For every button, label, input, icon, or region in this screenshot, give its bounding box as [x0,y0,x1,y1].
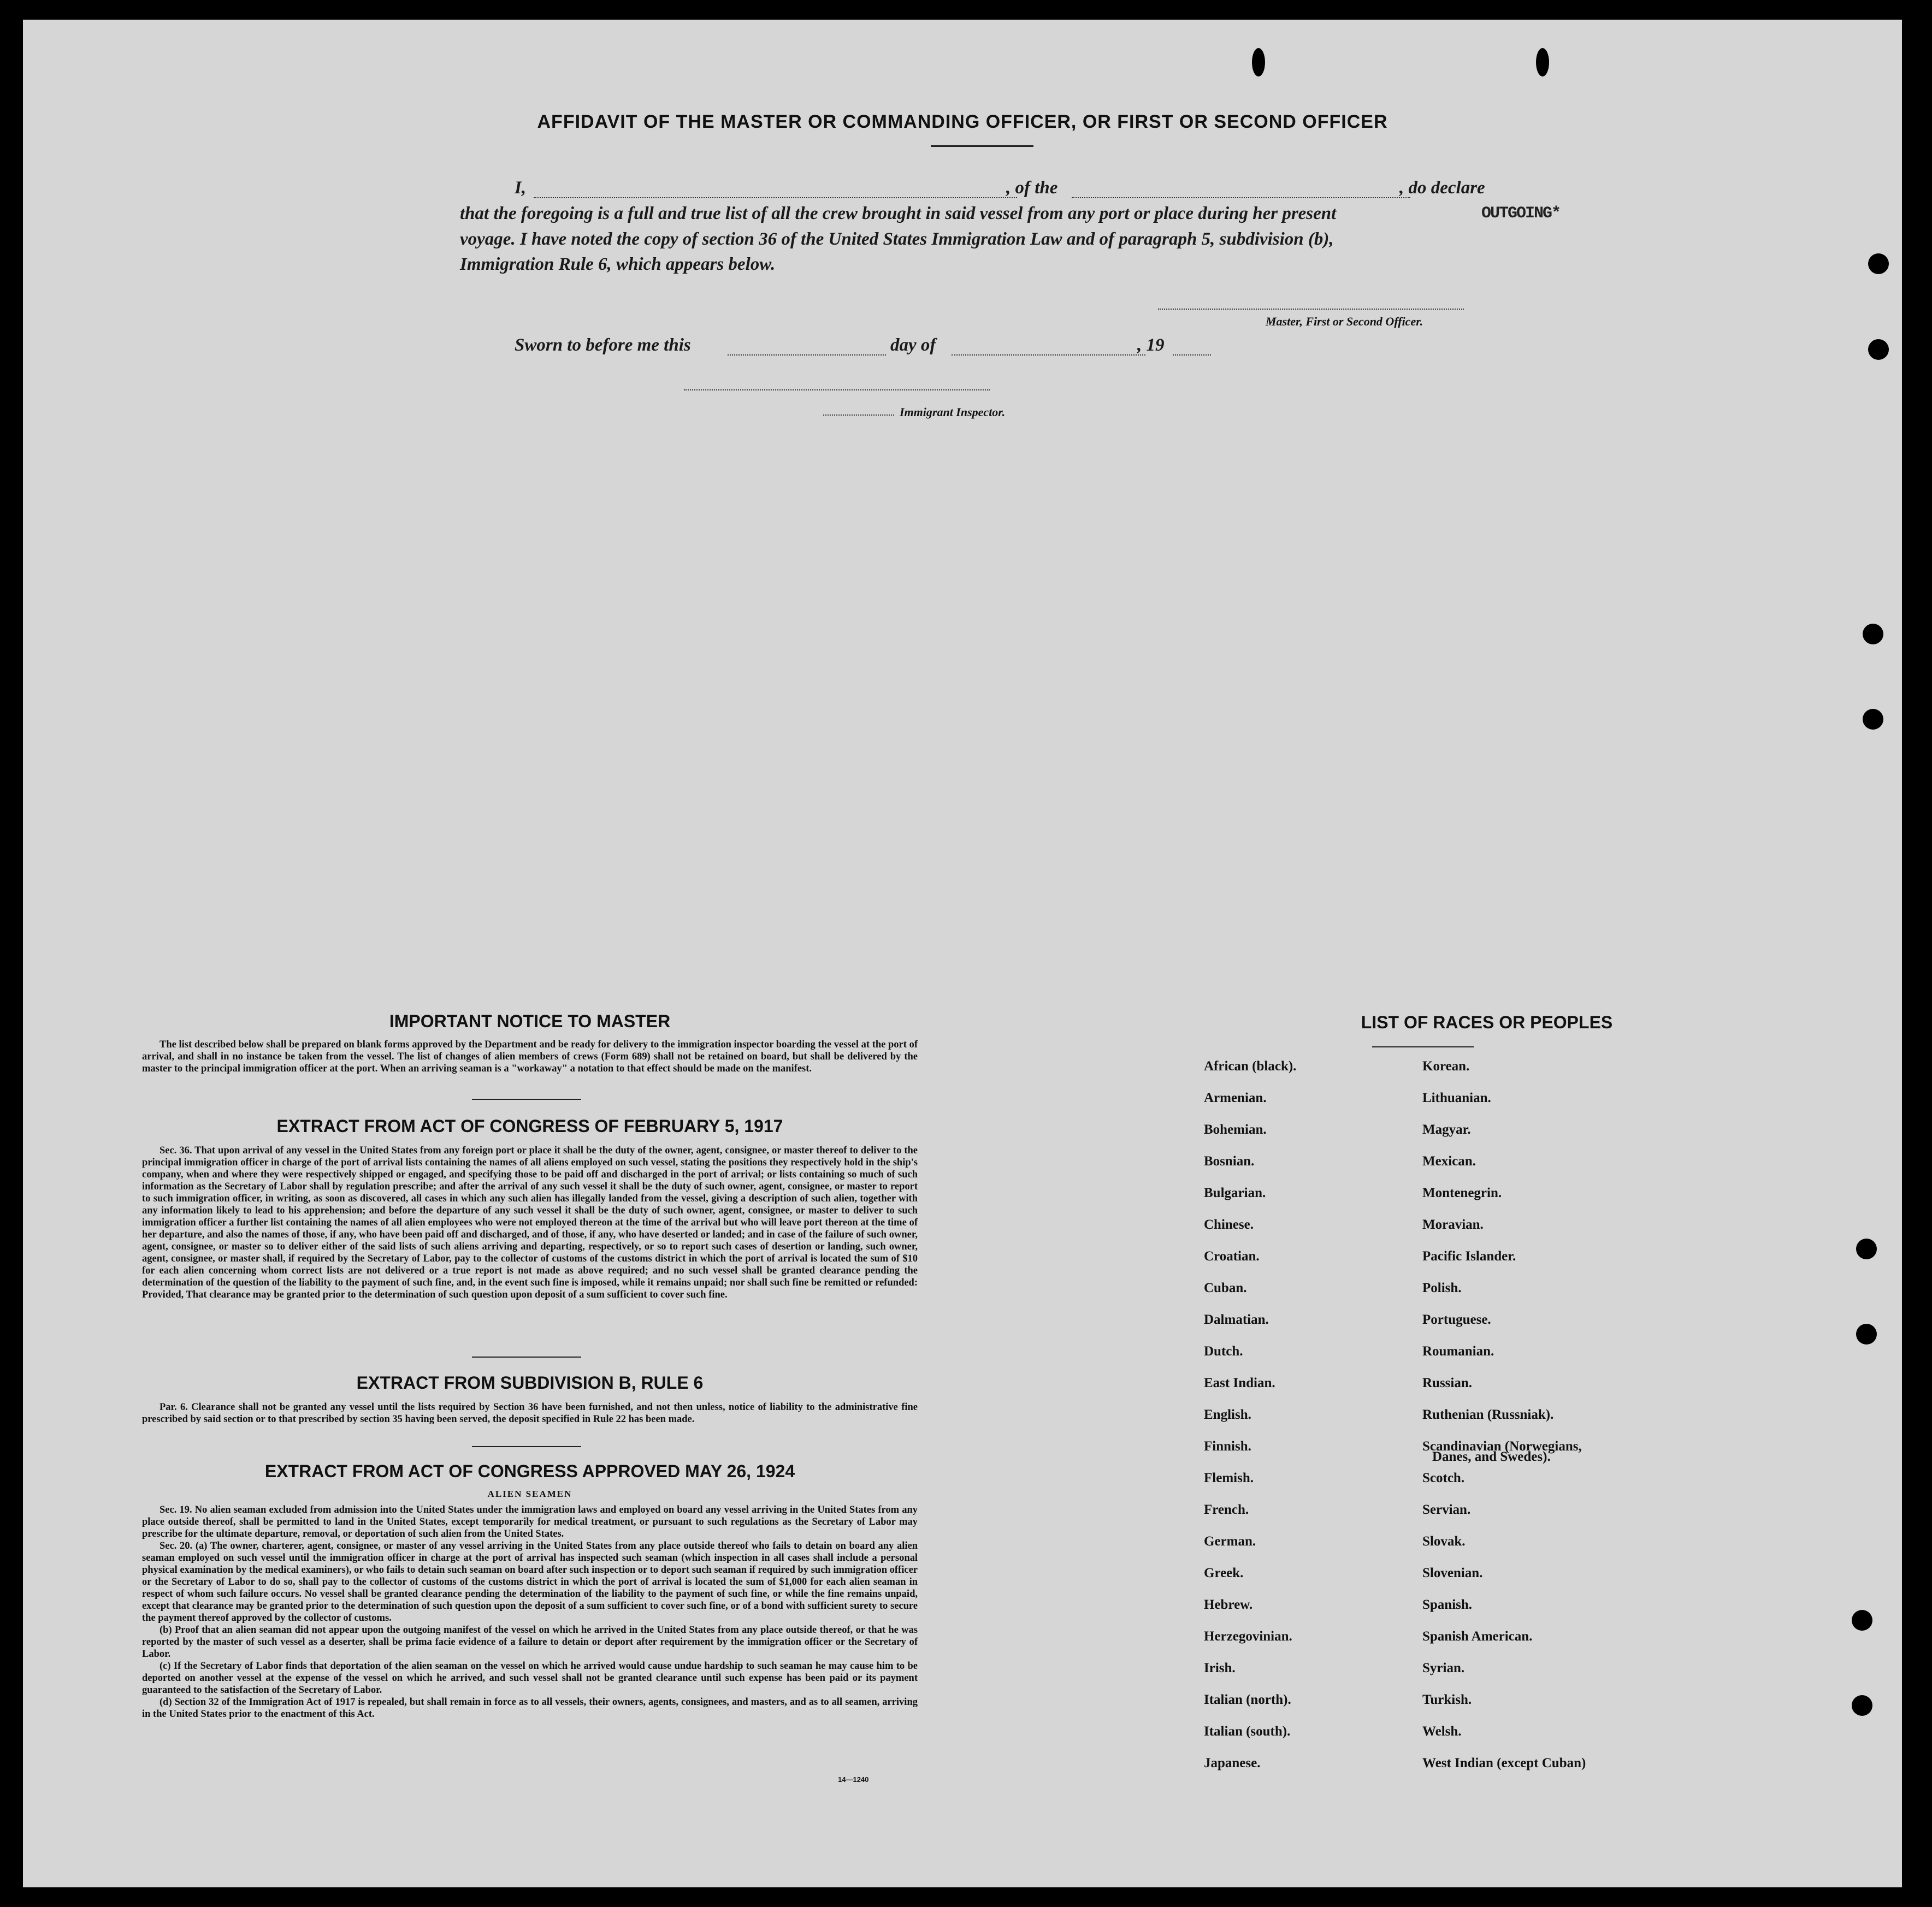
races-underline [1372,1046,1474,1047]
race-item: Turkish. [1422,1692,1472,1707]
binding-mark [1536,48,1549,76]
year-prefix: , 19 [1137,335,1165,355]
race-item: Bulgarian. [1204,1186,1266,1200]
race-item: Italian (north). [1204,1692,1291,1707]
sworn-year-blank[interactable] [1173,354,1211,356]
race-item: Croatian. [1204,1249,1260,1264]
race-item: Bosnian. [1204,1154,1255,1169]
vessel-blank[interactable] [1072,197,1410,198]
affidavit-of-the: , of the [1006,178,1058,198]
race-item: Moravian. [1422,1217,1484,1232]
punch-hole [1852,1610,1872,1631]
race-item: Roumanian. [1422,1344,1494,1359]
race-item-continued: Danes, and Swedes). [1432,1449,1551,1464]
affidavit-line2: that the foregoing is a full and true list of all the crew brought in said vessel from any port or place during her present [460,204,1337,223]
race-item: Polish. [1422,1281,1462,1295]
form-code: 14—1240 [838,1775,869,1784]
extract-1924-text [142,1504,918,1720]
inspector-caption: Immigrant Inspector. [900,405,1006,419]
alien-seamen-subtitle: ALIEN SEAMEN [487,1489,572,1499]
extract-1917-title: EXTRACT FROM ACT OF CONGRESS OF FEBRUARY 5, 1917 [276,1116,783,1136]
rule6-divider [472,1446,581,1447]
race-item: Irish. [1204,1661,1236,1675]
race-item: French. [1204,1502,1249,1517]
binding-mark [1252,48,1265,76]
race-item: African (black). [1204,1059,1297,1074]
sworn-month-blank[interactable] [952,354,1145,356]
punch-hole [1863,709,1883,730]
race-item: Italian (south). [1204,1724,1291,1739]
race-item: Japanese. [1204,1756,1261,1770]
notice-title: IMPORTANT NOTICE TO MASTER [389,1011,671,1031]
notice-paragraph: The list described below shall be prepared on blank forms approved by the Department and be ready for delivery to the immigration inspector boarding the vessel at the port of arrival, and shall in no instance be taken from the vessel. The list of changes of alien members of crews (Form 689) shall not be retained on board, but shall be delivered by the master to the principal immigration officer at the port. When an arriving seaman is a "workaway" a notation to that effect should be made on the manifest. [142,1039,918,1074]
rule6-text [142,1401,918,1425]
day-of-label: day of [890,335,936,355]
punch-hole [1852,1695,1872,1716]
title-underline [931,145,1033,147]
affidavit-declare: , do declare [1399,178,1485,198]
race-item: Magyar. [1422,1122,1471,1137]
race-item: Herzegovinian. [1204,1629,1292,1644]
punch-hole [1856,1239,1877,1259]
notice-divider [472,1099,581,1100]
extract-1917-divider [472,1357,581,1358]
races-title: LIST OF RACES OR PEOPLES [1361,1012,1613,1032]
affidavit-i: I, [515,178,527,198]
sec19-paragraph: Sec. 19. No alien seaman excluded from admission into the United States under the immigration laws and employed on board any vessel arriving in the United States from any place outside thereof, shall be permitted to land in the United States, except temporarily for medical treatment, or pursuant to such regulations as the Secretary of Labor may prescribe for the ultimate departure, removal, or deportation of such alien from the United States. [142,1505,918,1539]
race-item: Spanish American. [1422,1629,1533,1644]
race-item: Scotch. [1422,1471,1465,1485]
inspector-signature-line[interactable] [684,389,990,390]
race-item: Greek. [1204,1566,1244,1580]
extract-1917-text [142,1145,918,1301]
race-item: Montenegrin. [1422,1186,1502,1200]
stamp-text: OUTGOING* [1481,204,1561,223]
sec20c-paragraph: (c) If the Secretary of Labor finds that deportation of the alien seaman on the vessel on which he arrived would cause undue hardship to such seaman he may cause him to be deported on another vessel at the expense of the vessel on which he arrived, and such vessel shall not be granted clearance until such expense has been paid or its payment guaranteed to the satisfaction of the Secretary of Labor. [142,1661,918,1696]
race-item: German. [1204,1534,1256,1549]
master-signature-line[interactable] [1158,308,1464,310]
race-item: Russian. [1422,1376,1473,1390]
race-item: Welsh. [1422,1724,1462,1739]
notice-text [142,1039,918,1075]
master-caption: Master, First or Second Officer. [1266,315,1423,328]
affidavit-title: AFFIDAVIT OF THE MASTER OR COMMANDING OFFICER, OR FIRST OR SECOND OFFICER [537,111,1388,132]
race-item: Pacific Islander. [1422,1249,1516,1264]
punch-hole [1856,1324,1877,1345]
race-item: West Indian (except Cuban) [1422,1756,1586,1770]
par6-paragraph: Par. 6. Clearance shall not be granted any vessel until the lists required by Section 36 have been furnished, and not then unless, notice of liability to the administrative fine prescribed by said section or to that prescribed by section 35 having been served, the deposit specified in Rule 22 has been made. [142,1402,918,1425]
race-item: Chinese. [1204,1217,1254,1232]
inspector-short-line [823,414,894,416]
race-item: Syrian. [1422,1661,1465,1675]
punch-hole [1863,624,1883,644]
sworn-label: Sworn to before me this [515,335,691,355]
race-item: Ruthenian (Russniak). [1422,1407,1554,1422]
race-item: Dutch. [1204,1344,1243,1359]
sec20a-paragraph: Sec. 20. (a) The owner, charterer, agent, consignee, or master of any vessel arriving in the United States from any place outside thereof who fails to detain on board any alien seaman employed on such vessel until the immigration officer in charge at the port of arrival has inspected such seaman (which inspection in all cases shall include a personal physical examination by the medical examiners), or who fails to detain such seaman on board after such inspection or to deport such seaman if required by such immigration officer or the Secretary of Labor to do so, shall pay to the collector of customs of the customs district in which the port of arrival is located the sum of $1,000 for each alien seaman in respect of whom such failure occurs. No vessel shall be granted clearance pending the determination of the liability to the payment of such fine, or while the fine remains unpaid, except that clearance may be granted prior to the determination of such question upon the deposit of a sum sufficient to cover such fine, or of a bond with sufficient surety to secure the payment thereof approved by the collector of customs. [142,1541,918,1624]
race-item: Cuban. [1204,1281,1247,1295]
race-item: Servian. [1422,1502,1471,1517]
sec20d-paragraph: (d) Section 32 of the Immigration Act of 1917 is repealed, but shall remain in force as to all vessels, their owners, agents, consignees, and masters, and as to all seamen, arriving in the United States prior to the enactment of this Act. [142,1697,918,1720]
race-item: Bohemian. [1204,1122,1267,1137]
race-item: English. [1204,1407,1251,1422]
race-item: Lithuanian. [1422,1091,1491,1105]
affidavit-line4: Immigration Rule 6, which appears below. [460,254,776,274]
race-item: Dalmatian. [1204,1312,1269,1327]
punch-hole [1868,253,1889,274]
race-item: Portuguese. [1422,1312,1491,1327]
race-item: Flemish. [1204,1471,1254,1485]
punch-hole [1868,339,1889,360]
form-page [23,20,1902,1887]
race-item: Korean. [1422,1059,1470,1074]
name-blank[interactable] [534,197,1017,198]
race-item: Hebrew. [1204,1597,1253,1612]
sec20b-paragraph: (b) Proof that an alien seaman did not appear upon the outgoing manifest of the vessel on which he arrived in the United States from any place outside thereof, or that he was reported by the master of such vessel as a deserter, shall be prima facie evidence of a failure to detain or deport after requirement by the immigration officer or the Secretary of Labor. [142,1625,918,1660]
race-item: East Indian. [1204,1376,1275,1390]
race-item: Spanish. [1422,1597,1473,1612]
race-item: Slovak. [1422,1534,1466,1549]
race-item: Mexican. [1422,1154,1476,1169]
section-36-paragraph: Sec. 36. That upon arrival of any vessel in the United States from any foreign port or place it shall be the duty of the owner, agent, consignee, or master thereof to deliver to the principal immigration officer in charge of the port of arrival lists containing the names of all aliens employed on such vessel, stating the positions they respectively hold in the ship's company, when and where they were respectively shipped or engaged, and specifying those to be paid off and discharged in the port of arrival; or lists containing so much of such information as the Secretary of Labor shall by regulation prescribe; and after the arrival of any such vessel it shall be the duty of such owner, agent, consignee, or master to report to such immigration officer, in writing, as soon as discovered, all cases in which any such alien has illegally landed from the vessel, giving a description of such alien, together with any information likely to lead to his apprehension; and before the departure of any such vessel it shall be the duty of such owner, agent, consignee, or master to deliver to such immigration officer a further list containing the names of all alien employees who were not employed thereon at the time of the arrival but who will leave port thereon at the time of her departure, and also the names of those, if any, who have been paid off and discharged, and of those, if any, who have deserted or landed; and in case of the failure of such owner, agent, consignee, or master so to deliver either of the said lists of such aliens arriving and departing, respectively, or so to report such cases of desertion or landing, such owner, agent, consignee, or master shall, if required by the Secretary of Labor, pay to the collector of customs of the customs district in which the port of arrival is located the sum of $10 for each alien concerning whom correct lists are not delivered or a true report is not made as above required; and no such vessel shall be granted clearance pending the determination of the question of the liability to the payment of such fine, and, in the event such fine is imposed, while it remains unpaid; nor shall such fine be remitted or refunded: Provided, That clearance may be granted prior to the determination of such question upon deposit of a sum sufficient to cover such fine. [142,1145,918,1300]
race-item: Armenian. [1204,1091,1267,1105]
race-item: Slovenian. [1422,1566,1483,1580]
race-item: Finnish. [1204,1439,1251,1454]
extract-1924-title: EXTRACT FROM ACT OF CONGRESS APPROVED MAY 26, 1924 [264,1461,795,1481]
sworn-day-blank[interactable] [728,354,886,356]
affidavit-line3: voyage. I have noted the copy of section 36 of the United States Immigration Law and of paragraph 5, subdivision (b), [460,229,1334,249]
rule6-title: EXTRACT FROM SUBDIVISION B, RULE 6 [356,1373,704,1393]
race-item: Scandinavian (Norwegians, [1422,1439,1582,1454]
